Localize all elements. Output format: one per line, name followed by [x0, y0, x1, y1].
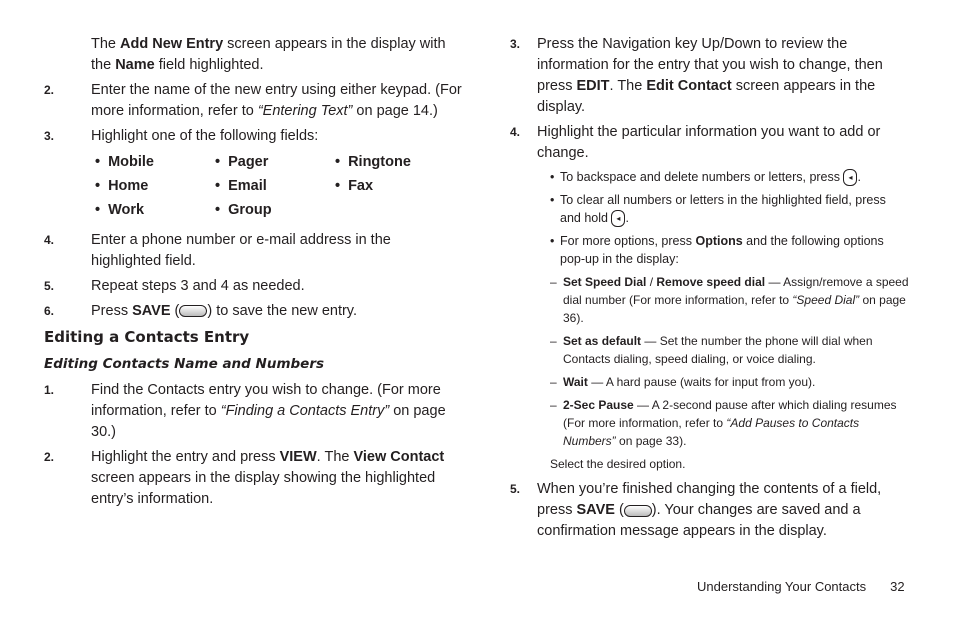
edit-step-3: 3. Press the Navigation key Up/Down to review the information for the entry that you wish to change, then press EDIT. The Edit Contact screen appears in the display. — [510, 36, 883, 115]
option-wait: – Wait — A hard pause (waits for input from you). — [550, 375, 816, 390]
bullet-backspace: • To backspace and delete numbers or letters, press ◂ . — [550, 168, 910, 186]
field-list — [95, 152, 464, 221]
field-item: • Email — [215, 176, 335, 197]
left-column — [44, 34, 464, 514]
step-5: 5. Repeat steps 3 and 4 as needed. — [44, 278, 305, 294]
field-item: • Pager — [215, 152, 335, 173]
step-6: 6. Press SAVE ( ) to save the new entry. — [44, 303, 358, 319]
edit-step-5: 5. When you’re finished changing the contents of a field, press SAVE ( ). Your changes are saved and a confirmation message appears in the display. — [510, 481, 882, 540]
step-4: 4. Enter a phone number or e-mail address in the highlighted field. — [44, 232, 391, 269]
save-key-icon — [179, 305, 207, 317]
edit-step-2: 2. Highlight the entry and press VIEW. The View Contact screen appears in the display showing the highlighted entry’s information. — [44, 449, 445, 507]
field-item: • Home — [95, 176, 215, 197]
field-item: • Work — [95, 200, 215, 221]
right-column — [510, 34, 910, 546]
clear-key-icon: ◂ — [611, 210, 625, 227]
field-item: • Ringtone — [335, 152, 455, 173]
field-item: • Fax — [335, 176, 455, 197]
option-2sec-pause: – 2-Sec Pause — A 2-second pause after which dialing resumes (For more information, refer to “Add Pauses to Contacts Numbers” on page 33). — [550, 398, 897, 449]
page-number: 32 — [890, 579, 905, 594]
footer-section: Understanding Your Contacts — [697, 579, 867, 594]
select-option-text: Select the desired option. — [550, 457, 686, 472]
edit-step-1: 1. Find the Contacts entry you wish to change. (For more information, refer to “Finding a Contacts Entry” on page 30.) — [44, 382, 446, 440]
section-heading: Editing a Contacts Entry — [44, 328, 250, 346]
bullet-options: • For more options, press Options and the following options pop-up in the display: — [550, 234, 884, 267]
field-item: • Mobile — [95, 152, 215, 173]
step-2: 2. Enter the name of the new entry using either keypad. (For more information, refer to “Entering Text” on page 14.) — [44, 82, 462, 119]
save-key-icon — [624, 505, 652, 517]
field-item: • Group — [215, 200, 335, 221]
clear-key-icon: ◂ — [843, 169, 857, 186]
intro-paragraph: The Add New Entry screen appears in the display with the Name field highlighted. — [91, 36, 446, 73]
option-speed-dial: – Set Speed Dial / Remove speed dial — Assign/remove a speed dial number (For more information, refer to “Speed Dial” on page 36). — [550, 275, 909, 326]
step-3: 3. Highlight one of the following fields: — [44, 128, 319, 144]
subsection-heading: Editing Contacts Name and Numbers — [44, 356, 325, 372]
page-footer — [697, 579, 905, 594]
edit-step-4: 4. Highlight the particular information you want to add or change. — [510, 124, 881, 161]
option-set-default: – Set as default — Set the number the phone will dial when Contacts dialing, speed dialing, or voice dialing. — [550, 334, 873, 367]
bullet-clear-all: • To clear all numbers or letters in the highlighted field, press and hold ◂ . — [550, 191, 910, 227]
